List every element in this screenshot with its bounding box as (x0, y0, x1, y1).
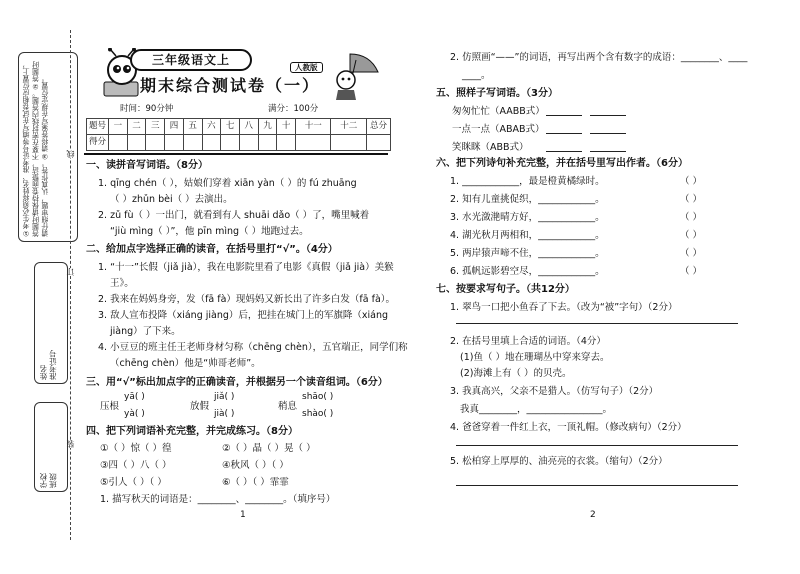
s7-q2: 2. 在括号里填上合适的词语。（4分） (450, 336, 606, 347)
section-5-heading: 五、照样子写词语。（3分） (436, 88, 558, 99)
exam-id-label: 准考证号 (48, 350, 58, 380)
s7-q4-answer-line[interactable] (456, 436, 738, 446)
s5-example-1: 匆匆忙忙（AABB式） (452, 106, 545, 117)
col-8: 八 (239, 119, 258, 135)
header-divider (84, 153, 388, 155)
s3-pinyin-1a: yā( ) (124, 392, 145, 402)
col-1: 一 (109, 119, 128, 135)
section-3-heading: 三、用“√”标出加点字的正确读音，并根据另一个读音组词。（6分） (86, 377, 388, 388)
s4-idiom-4: ④秋风（ ）（ ） (222, 460, 289, 471)
score-table-score-row (87, 135, 391, 151)
col-12: 十二 (331, 119, 367, 135)
s1-q1-line2: （ ）zhǔn bèi（ ）去演出。 (110, 194, 233, 205)
s3-pinyin-2a: jiǎ( ) (214, 392, 235, 402)
s6-q4: 4. 湖光秋月两相和，____________。 (450, 230, 605, 241)
page-number-right: 2 (590, 510, 596, 520)
edition-badge: 人教版 (290, 62, 323, 73)
s3-pinyin-1b: yà( ) (124, 409, 145, 419)
name-label: 姓名 (39, 365, 48, 380)
s6-q6: 6. 孤帆远影碧空尽，____________。 (450, 266, 605, 277)
exam-time: 时间：90分钟 (120, 104, 174, 114)
s7-q3: 3. 我真高兴，父亲不是猎人。（仿写句子）（2分） (450, 386, 659, 397)
s6-author-3: （ ） (680, 212, 703, 223)
s4-q2-line1: 2. 仿照画“——”的词语，再写出两个含有数字的成语：________、____ (450, 52, 748, 63)
col-10: 十 (277, 119, 296, 135)
s4-idiom-1: ①（ ）惊（ ）徨 (100, 443, 172, 454)
s5-answer-1a[interactable] (546, 106, 582, 116)
child-with-umbrella-icon (326, 50, 382, 102)
s6-q2: 2. 知有儿童挑促织，____________。 (450, 194, 605, 205)
s4-q1: 1. 描写秋天的词语是：________、________。（填序号） (100, 494, 336, 505)
score-cell[interactable] (239, 135, 258, 151)
seal-char-3: 装 (66, 440, 75, 448)
s3-pinyin-2b: jià( ) (214, 409, 235, 419)
s2-q1-line2: 王》。 (110, 278, 134, 289)
s1-q1-line1: 1. qīng chén（ ），姑娘们穿着 xiān yàn（ ）的 fú zhuāng (98, 178, 357, 189)
score-cell[interactable] (331, 135, 367, 151)
s6-q3: 3. 水光潋滟晴方好，____________。 (450, 212, 605, 223)
s5-answer-3a[interactable] (546, 142, 582, 152)
s2-q3-line1: 3. 敌人宣布投降（xiáng jiàng）后，把挂在城门上的军旗降（xiáng (98, 310, 389, 321)
col-2: 二 (127, 119, 146, 135)
s6-author-6: （ ） (680, 266, 703, 277)
col-11: 十一 (296, 119, 331, 135)
score-table-header-row (87, 119, 391, 135)
score-cell-total[interactable] (367, 135, 391, 151)
score-cell[interactable] (296, 135, 331, 151)
s7-q5-answer-line[interactable] (456, 476, 738, 486)
s3-word-3: 稍息 (278, 401, 298, 412)
class-label: 班级 (48, 473, 58, 488)
s1-q2-line1: 2. zǔ fù（ ）一出门，就看到有人 shuāi dǎo（ ）了，嘴里喊着 (98, 210, 370, 221)
s7-q2-1: (1)鱼（ ）地在珊瑚丛中穿来穿去。 (460, 352, 610, 363)
score-cell[interactable] (165, 135, 184, 151)
s2-q1-line1: 1. “十一”长假（jiǎ jià），我在电影院里看了电影《真假（jiǎ jià）美猴 (98, 262, 394, 273)
s5-answer-1b[interactable] (590, 106, 626, 116)
col-9: 九 (258, 119, 277, 135)
col-7: 七 (221, 119, 240, 135)
exam-full-score: 满分：100分 (268, 104, 319, 114)
s7-q1: 1. 翠鸟一口把小鱼吞了下去。（改为“被”字句）（2分） (450, 302, 678, 313)
s4-idiom-6: ⑥（ ）（ ）霏霏 (222, 477, 289, 488)
s5-answer-2b[interactable] (590, 124, 626, 134)
s6-author-1: （ ） (680, 176, 703, 187)
s6-author-5: （ ） (680, 248, 703, 259)
seal-line (70, 30, 71, 540)
section-2-heading: 二、给加点字选择正确的读音，在括号里打“√”。（4分） (86, 244, 338, 255)
s7-q4: 4. 爸爸穿着一件红上衣，一顶礼帽。（修改病句）（2分） (450, 422, 687, 433)
school-info-box (34, 402, 68, 492)
s3-word-1: 压根 (100, 401, 120, 412)
score-cell[interactable] (183, 135, 202, 151)
score-cell[interactable] (258, 135, 277, 151)
score-cell[interactable] (146, 135, 165, 151)
s4-idiom-5: ⑤引人（ ）（ ） (100, 477, 167, 488)
col-5: 五 (183, 119, 202, 135)
s6-q5: 5. 两岸猿声啼不住，____________。 (450, 248, 605, 259)
score-cell[interactable] (277, 135, 296, 151)
s6-q1: 1. ____________，最是橙黄橘绿时。 (450, 176, 605, 187)
s4-idiom-2: ②（ ）晶（ ）晃（ ） (222, 443, 316, 454)
s3-pinyin-3a: shāo( ) (302, 392, 334, 402)
col-4: 四 (165, 119, 184, 135)
s5-example-3: 笑眯眯（ABB式） (452, 142, 529, 153)
s7-q5: 5. 松柏穿上厚厚的、油亮亮的衣裳。（缩句）（2分） (450, 456, 668, 467)
s7-q3-fill: 我真________，________________。 (460, 404, 613, 415)
seal-char-2: 订 (66, 268, 75, 276)
school-label: 学校 (39, 473, 48, 488)
score-cell[interactable] (109, 135, 128, 151)
col-total: 总分 (367, 119, 391, 135)
section-1-heading: 一、读拼音写词语。（8分） (86, 160, 208, 171)
student-info-box (34, 262, 68, 384)
s3-pinyin-3b: shào( ) (302, 409, 334, 419)
section-7-heading: 七、按要求写句子。（共12分） (436, 284, 575, 295)
score-table (86, 118, 391, 151)
s5-answer-2a[interactable] (546, 124, 582, 134)
grade-subject-banner: 三年级语文上 (130, 49, 252, 71)
s5-answer-3b[interactable] (590, 142, 626, 152)
score-cell[interactable] (127, 135, 146, 151)
score-cell[interactable] (202, 135, 221, 151)
s6-author-4: （ ） (680, 230, 703, 241)
s2-q4-line1: 4. 小豆豆的班主任王老师身材匀称（chēng chèn），五官端正，同学们称 (98, 342, 408, 353)
section-6-heading: 六、把下列诗句补充完整，并在括号里写出作者。（6分） (436, 158, 688, 169)
s4-idiom-3: ③四（ ）八（ ） (100, 460, 172, 471)
exam-notice: ①考生必须将姓名、准考证号等填写在试卷相应位置上，答题时请保持卷面整洁，不要在密封线内答题。②答题时请仔细审题，认真作答。③请将答案写在规定位置。 (18, 52, 78, 242)
s6-author-2: （ ） (680, 194, 703, 205)
col-3: 三 (146, 119, 165, 135)
s2-q2-line: 2. 我来在妈妈身旁，发（fā fà）现妈妈又新长出了许多白发（fā fà）。 (98, 294, 396, 305)
s7-q2-2: (2)海滩上有（ ）的贝壳。 (460, 368, 572, 379)
s7-q1-answer-line[interactable] (456, 314, 738, 324)
row-label-score: 得分 (87, 135, 109, 151)
s2-q4-line2: （chēng chèn）他是“帅哥老师”。 (110, 358, 261, 369)
page-number-left: 1 (240, 510, 246, 520)
s2-q3-line2: jiàng）了下来。 (110, 326, 181, 337)
section-4-heading: 四、把下列词语补充完整，并完成练习。（8分） (86, 426, 298, 437)
s3-word-2: 放假 (190, 401, 210, 412)
exam-title: 期末综合测试卷（一） (140, 76, 321, 95)
s5-example-2: 一点一点（ABAB式） (452, 124, 545, 135)
seal-char-1: 线 (66, 150, 75, 158)
s4-q2-line2: ____。 (462, 70, 491, 81)
row-label-question: 题号 (87, 119, 109, 135)
col-6: 六 (202, 119, 221, 135)
score-cell[interactable] (221, 135, 240, 151)
s1-q2-line2: “jiù mìng（ ）”，他 pīn mìng（ ）地跑过去。 (110, 226, 309, 237)
